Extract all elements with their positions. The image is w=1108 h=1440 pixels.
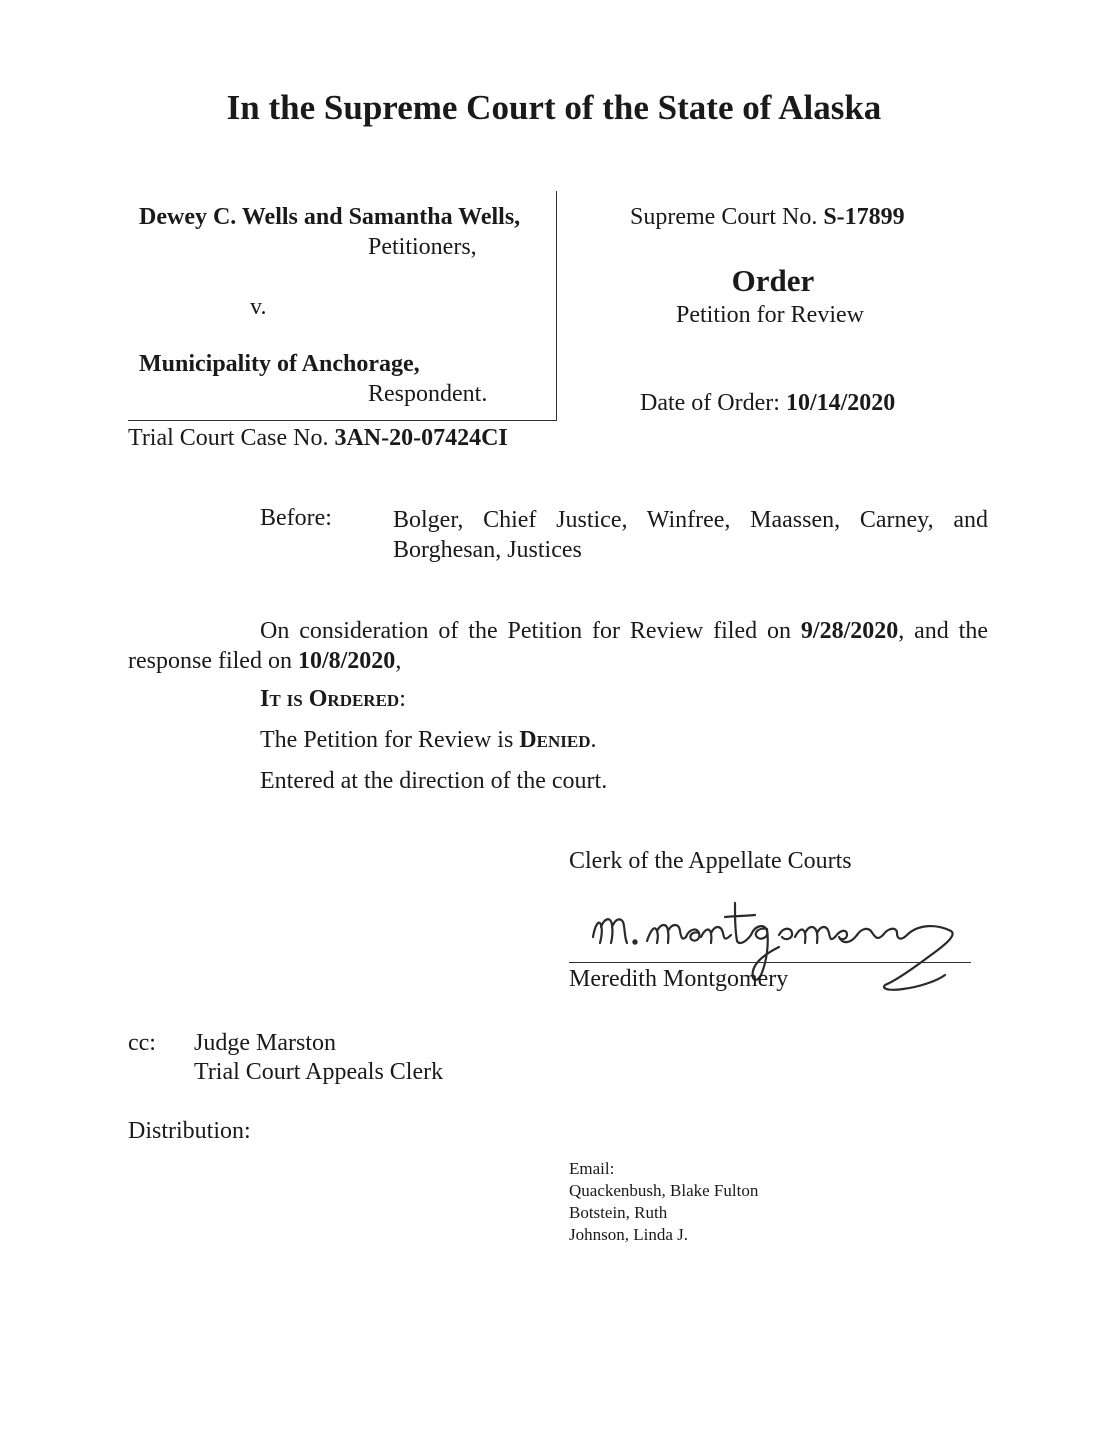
court-title: In the Supreme Court of the State of Alaska <box>226 88 882 127</box>
trial-court-case <box>128 425 508 452</box>
supreme-court-number <box>630 204 905 231</box>
date-of-order <box>640 390 895 417</box>
consideration-text-3: , <box>395 648 402 674</box>
distribution-label: Distribution: <box>128 1118 251 1144</box>
justices-list: Bolger, Chief Justice, Winfree, Maassen, Carney, and Borghesan, Justices <box>393 507 988 563</box>
cc-recipient: Judge Marston <box>194 1030 336 1056</box>
clerk-title: Clerk of the Appellate Courts <box>569 848 852 874</box>
consideration-paragraph <box>128 616 988 676</box>
trial-case-label: Trial Court Case No. <box>128 425 329 451</box>
email-recipient: Botstein, Ruth <box>569 1203 668 1222</box>
ordered-colon: : <box>399 686 406 712</box>
date-label: Date of Order: <box>640 390 780 416</box>
ordered-text: It is Ordered <box>260 686 400 712</box>
respondent-name: Municipality of Anchorage, <box>139 351 420 377</box>
clerk-name: Meredith Montgomery <box>569 966 789 992</box>
ruling-suffix: . <box>590 727 597 753</box>
cc-recipient: Trial Court Appeals Clerk <box>194 1059 444 1085</box>
entered-line: Entered at the direction of the court. <box>260 768 608 794</box>
signature-line <box>569 962 971 963</box>
caption-horizontal-divider <box>128 420 557 421</box>
email-recipient: Quackenbush, Blake Fulton <box>569 1181 759 1200</box>
supreme-no-label: Supreme Court No. <box>630 204 818 230</box>
consideration-text-1: On consideration of the Petition for Review filed on <box>260 618 792 644</box>
it-is-ordered <box>260 686 406 713</box>
versus-text: v. <box>250 294 267 320</box>
email-recipient: Johnson, Linda J. <box>569 1225 688 1244</box>
caption-vertical-divider <box>556 191 557 421</box>
date-value: 10/14/2020 <box>785 390 896 416</box>
ruling-denied: Denied <box>519 727 591 753</box>
order-subheading: Petition for Review <box>676 302 864 328</box>
cc-label: cc: <box>128 1030 156 1056</box>
petitioners-name: Dewey C. Wells and Samantha Wells, <box>139 204 521 230</box>
ruling-line <box>260 727 596 754</box>
order-heading: Order <box>731 263 815 298</box>
respondent-role: Respondent. <box>368 381 488 407</box>
consideration-text-2: , and the response filed on <box>128 618 989 674</box>
response-date: 10/8/2020 <box>297 648 396 674</box>
ruling-prefix: The Petition for Review is <box>260 727 514 753</box>
petition-date: 9/28/2020 <box>800 618 899 644</box>
before-label: Before: <box>260 505 332 531</box>
petitioners-role: Petitioners, <box>368 234 477 260</box>
supreme-no-value: S-17899 <box>823 204 905 230</box>
email-label: Email: <box>569 1159 615 1178</box>
trial-case-number: 3AN-20-07424CI <box>334 425 508 451</box>
